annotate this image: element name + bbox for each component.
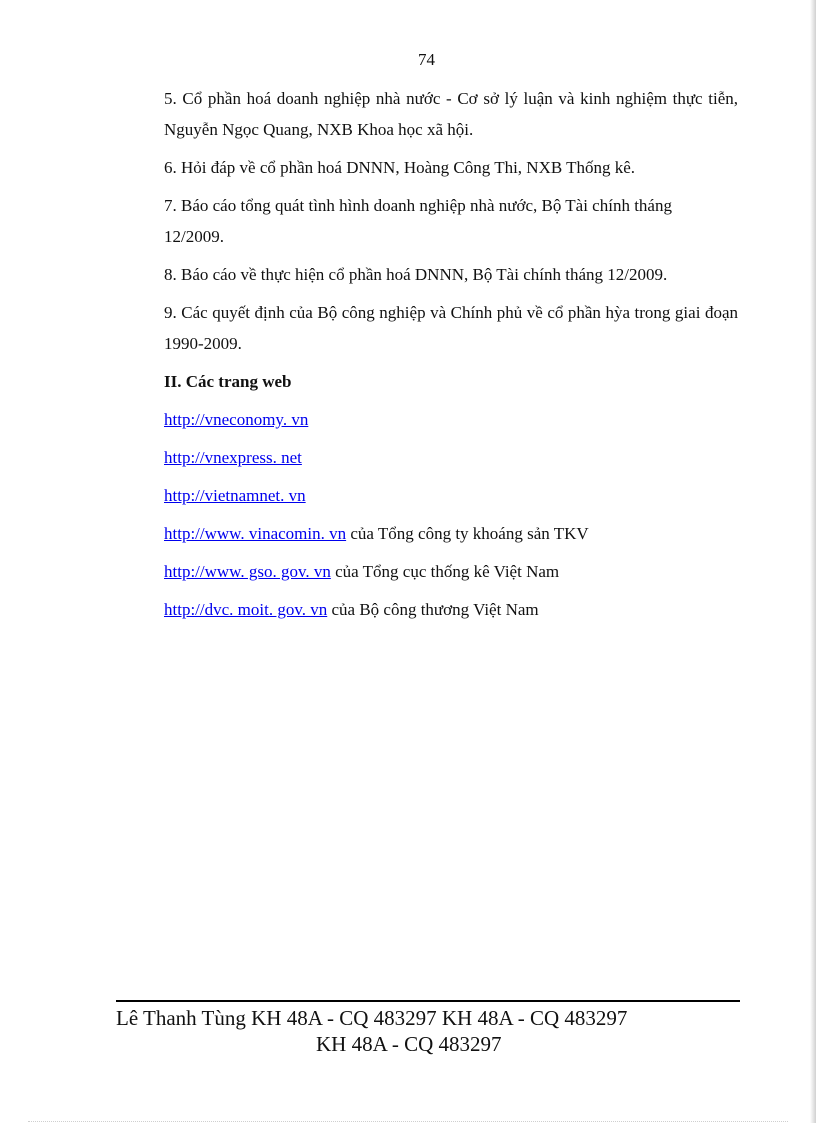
website-line xyxy=(164,442,738,473)
website-link-vnexpress[interactable]: http://vnexpress. net xyxy=(164,448,302,467)
website-link-gso[interactable]: http://www. gso. gov. vn xyxy=(164,562,331,581)
website-line xyxy=(164,556,738,587)
website-link-vietnamnet[interactable]: http://vietnamnet. vn xyxy=(164,486,306,505)
website-description-moit: của Bộ công thương Việt Nam xyxy=(327,600,539,619)
website-link-vneconomy[interactable]: http://vneconomy. vn xyxy=(164,410,309,429)
reference-item-9: 9. Các quyết định của Bộ công nghiệp và Chính phủ về cổ phần hỳa trong giai đoạn 1990-2009. xyxy=(164,303,738,353)
footer-author-line: Lê Thanh Tùng KH 48A - CQ 483297 KH 48A - CQ 483297 xyxy=(116,1006,628,1030)
page-number: 74 xyxy=(418,50,435,69)
website-line xyxy=(164,404,738,435)
website-description-vinacomin: của Tổng công ty khoáng sản TKV xyxy=(346,524,589,543)
page-shadow xyxy=(810,0,816,1123)
website-description-gso: của Tổng cục thống kê Việt Nam xyxy=(330,562,560,581)
reference-item-7-continuation: 12/2009. xyxy=(164,227,224,246)
page-content xyxy=(164,83,738,632)
website-link-moit[interactable]: http://dvc. moit. gov. vn xyxy=(164,600,328,619)
reference-item-5: 5. Cổ phần hoá doanh nghiệp nhà nước - Cơ sở lý luận và kinh nghiệm thực tiễn, Nguyễn Ngọc Quang, NXB Khoa học xã hội. xyxy=(164,89,738,139)
website-line xyxy=(164,518,738,549)
website-link-vinacomin[interactable]: http://www. vinacomin. vn xyxy=(164,524,347,543)
reference-item-6: 6. Hỏi đáp về cổ phần hoá DNNN, Hoàng Công Thi, NXB Thống kê. xyxy=(164,158,636,177)
section-heading-websites: II. Các trang web xyxy=(164,372,292,391)
website-line xyxy=(164,594,738,625)
reference-item-8: 8. Báo cáo về thực hiện cổ phần hoá DNNN, Bộ Tài chính tháng 12/2009. xyxy=(164,265,668,284)
reference-item-7: 7. Báo cáo tổng quát tình hình doanh nghiệp nhà nước, Bộ Tài chính tháng xyxy=(164,196,672,215)
footer-divider xyxy=(116,1000,740,1002)
page-bottom-border xyxy=(28,1121,788,1122)
website-line xyxy=(164,480,738,511)
footer-class-line: KH 48A - CQ 483297 xyxy=(316,1032,502,1056)
